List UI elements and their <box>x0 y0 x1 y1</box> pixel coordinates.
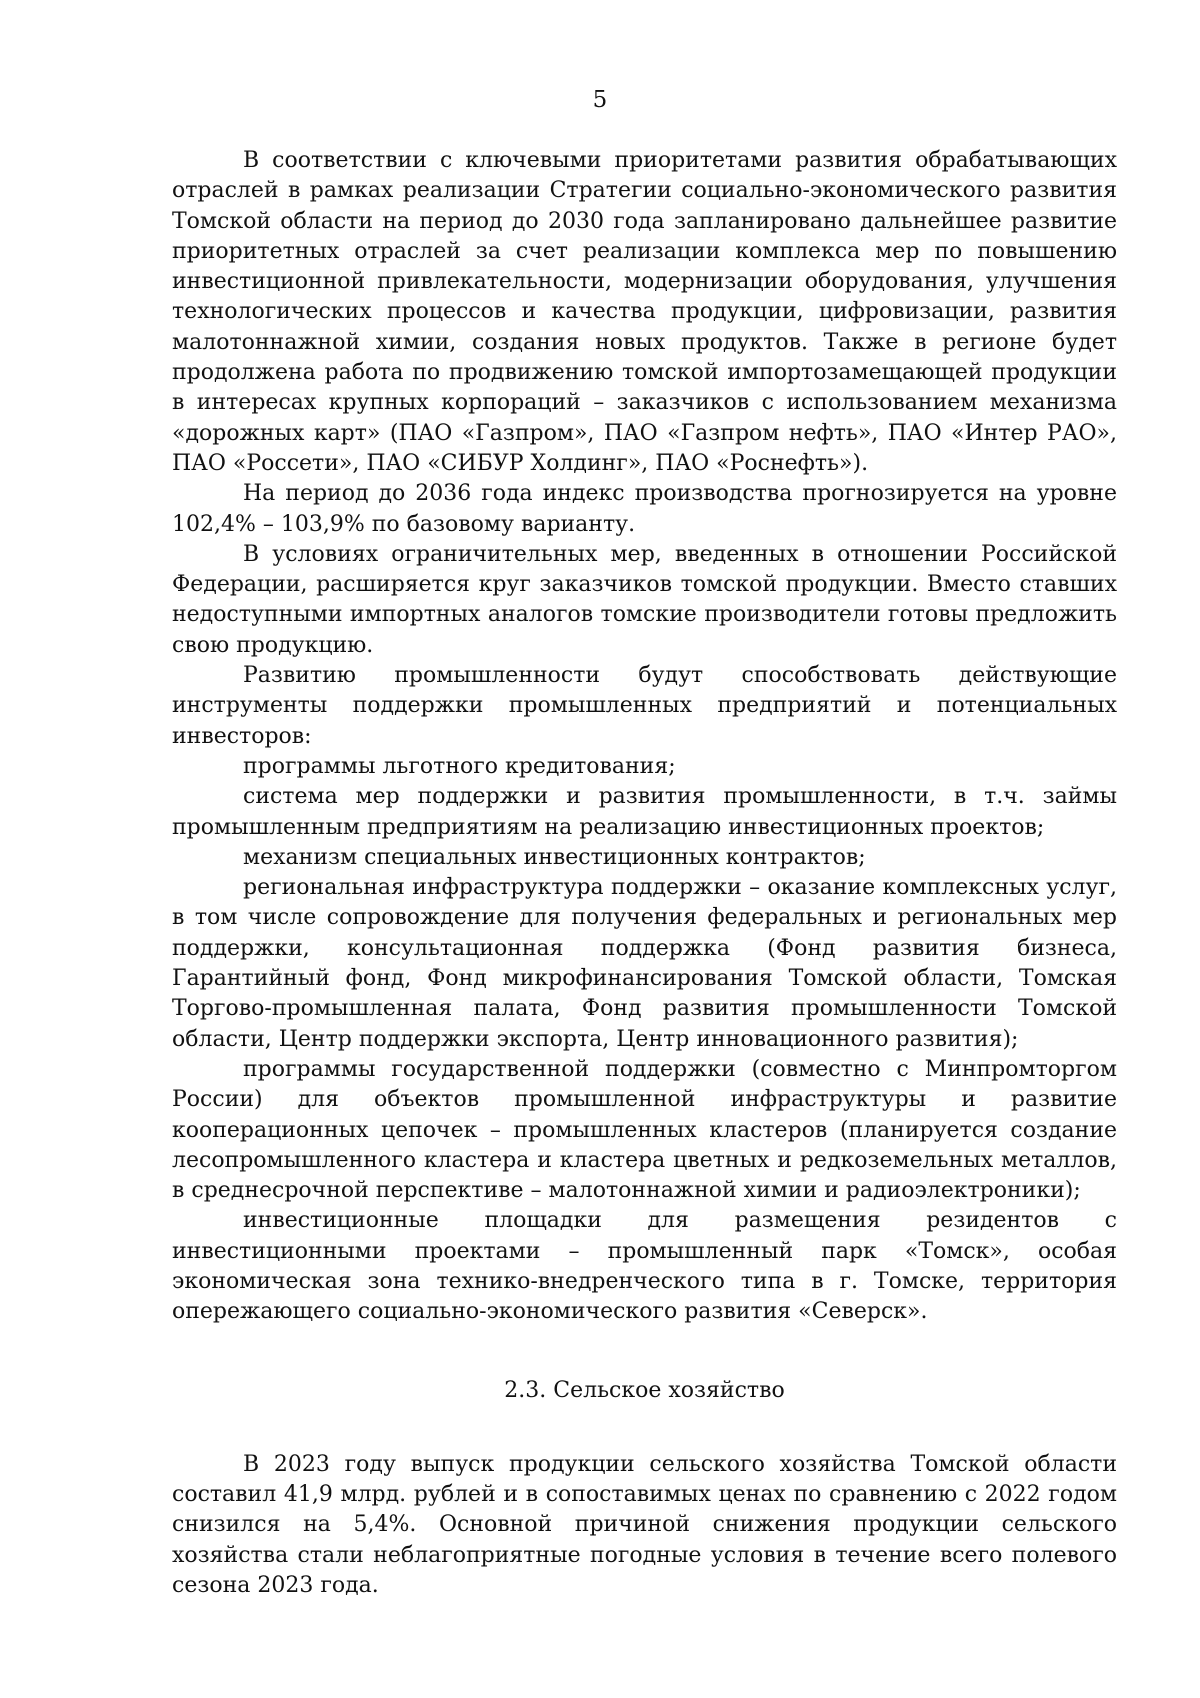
list-item-state-support-programs: программы государственной поддержки (совместно с Минпромторгом России) для объектов промышленной инфраструктуры и развитие кооперационных цепочек – промышленных кластеров (планируется создание лесопромышленного кластера и кластера цветных и редкоземельных металлов, в среднесрочной перспективе – малотоннажной химии и радиоэлектроники); <box>172 1056 1117 1204</box>
paragraph-agriculture-output: В 2023 году выпуск продукции сельского хозяйства Томской области составил 41,9 млрд. рублей и в сопоставимых ценах по сравнению с 2022 годом снизился на 5,4%. Основной причиной снижения продукции сельского хозяйства стали неблагоприятные погодные условия в течение всего полевого сезона 2023 года. <box>172 1451 1117 1599</box>
list-item-preferential-lending: программы льготного кредитования; <box>243 753 676 779</box>
page-number: 5 <box>592 87 608 113</box>
list-item-support-system: система мер поддержки и развития промышленности, в т.ч. займы промышленным предприятиям на реализацию инвестиционных проектов; <box>172 784 1117 840</box>
list-item-investment-sites: инвестиционные площадки для размещения резидентов с инвестиционными проектами – промышленный парк «Томск», особая экономическая зона технико-внедренческого типа в г. Томске, территория опережающего социально-экономического развития «Северск». <box>172 1208 1117 1325</box>
list-item-regional-infrastructure: региональная инфраструктура поддержки – оказание комплексных услуг, в том числе сопровождение для получения федеральных и региональных мер поддержки, консультационная поддержка (Фонд развития бизнеса, Гарантийный фонд, Фонд микрофинансирования Томской области, Томская Торгово-промышленная палата, Фонд развития промышленности Томской области, Центр поддержки экспорта, Центр инновационного развития); <box>172 875 1117 1052</box>
paragraph-restrictive-measures: В условиях ограничительных мер, введенных в отношении Российской Федерации, расширяется круг заказчиков томской продукции. Вместо ставших недоступными импортных аналогов томские производители готовы предложить свою продукцию. <box>172 541 1117 658</box>
paragraph-production-index: На период до 2036 года индекс производства прогнозируется на уровне 102,4% – 103,9% по базовому варианту. <box>172 481 1117 537</box>
list-item-special-contracts: механизм специальных инвестиционных контрактов; <box>243 844 866 870</box>
paragraph-manufacturing-priorities: В соответствии с ключевыми приоритетами развития обрабатывающих отраслей в рамках реализации Стратегии социально-экономического развития Томской области на период до 2030 года запланировано дальнейшее развитие приоритетных отраслей за счет реализации комплекса мер по повышению инвестиционной привлекательности, модернизации оборудования, улучшения технологических процессов и качества продукции, цифровизации, развития малотоннажной химии, создания новых продуктов. Также в регионе будет продолжена работа по продвижению томской импортозамещающей продукции в интересах крупных корпораций – заказчиков с использованием механизма «дорожных карт» (ПАО «Газпром», ПАО «Газпром нефть», ПАО «Интер РАО», ПАО «Россети», ПАО «СИБУР Холдинг», ПАО «Роснефть»). <box>172 148 1117 476</box>
document-body <box>172 146 1117 1601</box>
section-title: 2.3. Сельское хозяйство <box>504 1377 785 1403</box>
paragraph-support-instruments: Развитию промышленности будут способствовать действующие инструменты поддержки промышленных предприятий и потенциальных инвесторов: <box>172 663 1117 749</box>
